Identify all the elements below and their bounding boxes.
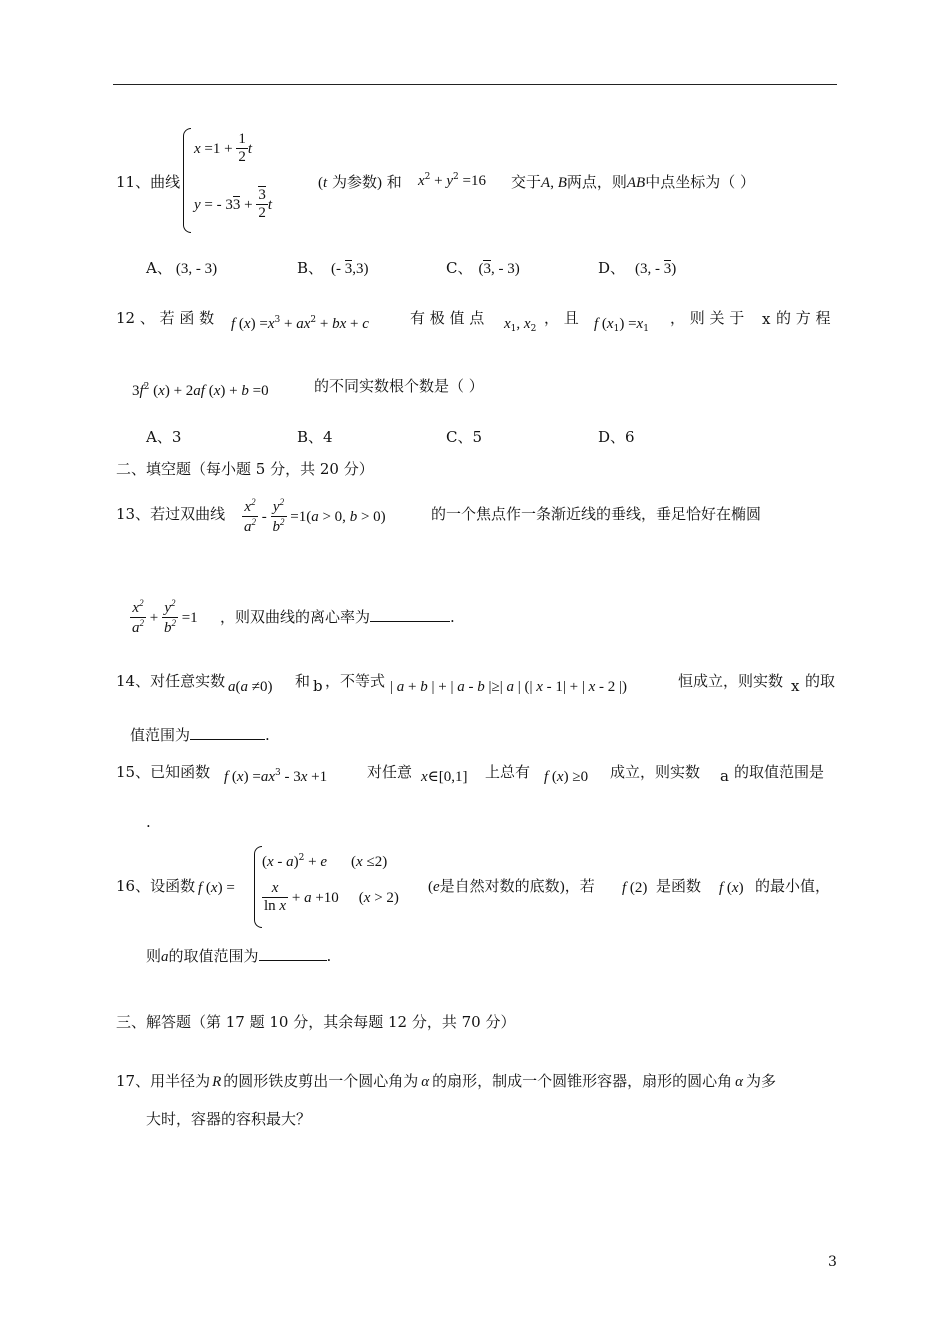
q15-a: a <box>720 767 729 785</box>
q11-param: (t 为参数) 和 <box>318 173 402 191</box>
q12-label: 12 、 若 函 数 <box>116 309 215 327</box>
q16-text-3: 是函数 <box>656 877 702 895</box>
q12-option-c: C、5 <box>446 428 483 446</box>
q15-function: f $(x) =ax^3 - 3x +1$ <box>224 768 328 785</box>
q15-text-4: 的取值范围是 <box>734 763 825 781</box>
q17-line-1: 17、用半径为 R 的圆形铁皮剪出一个圆心角为 α 的扇形，制成一个圆锥形容器，扇形的圆心角 α 为多 <box>116 1072 777 1090</box>
q15-label: 15、已知函数 <box>116 763 211 781</box>
header-rule <box>113 84 837 85</box>
q12-text-2: ， 且 <box>544 309 579 327</box>
q11-label: 11、曲线 <box>116 173 181 191</box>
q11-option-d: D、 (3, - 3) <box>598 259 677 277</box>
page-number: 3 <box>828 1254 837 1270</box>
q12-text-3: ， 则 关 于 <box>670 309 745 327</box>
q16-brace <box>254 846 262 928</box>
q11-text: 交于A, B两点，则AB中点坐标为（ ） <box>511 173 755 191</box>
q11-option-b: B、 (- 3,3) <box>297 259 369 277</box>
q16-label: 16、设函数 <box>116 877 196 895</box>
q15-domain: x∈[0,1] <box>421 769 468 785</box>
q11-option-a: A、 (3, - 3) <box>146 259 218 277</box>
q12-option-b: B、4 <box>297 428 333 446</box>
q14-b: b <box>313 677 323 695</box>
q15-condition: f (x) ≥0 <box>544 769 589 785</box>
q12-text-5: 的不同实数根个数是（ ） <box>314 377 484 395</box>
q16-text-5: 则a的取值范围为 . <box>146 947 332 965</box>
q15-end: . <box>146 813 151 831</box>
q16-piece-2: $\frac{x}{\text{ln x}}$ + a +10 (x > 2) <box>264 880 399 915</box>
q11-circle: $x^2 + y^2 =16$ <box>418 172 486 189</box>
q14-label: 14、对任意实数 <box>116 672 226 690</box>
q13-text-2: ，则双曲线的离心率为 . <box>220 608 455 626</box>
q12-text-4: 的 方 程 <box>776 309 831 327</box>
section-2-heading: 二、填空题（每小题 5 分，共 20 分） <box>116 460 374 478</box>
q14-inequality: | a + b | + | a - b |≥| a | (| x - 1| + | x - 2 |) <box>390 679 628 695</box>
q12-condition: f $(x_1) =x_1$ <box>594 316 649 334</box>
q12-option-a: A、3 <box>146 428 182 446</box>
q17-line-2: 大时，容器的容积最大？ <box>146 1110 312 1128</box>
q12-function: f $(x) =x^3 + ax^2$ + bx + c <box>231 315 369 332</box>
q14-x: x <box>791 677 800 695</box>
q15-text-1: 对任意 <box>367 763 413 781</box>
q15-text-3: 成立，则实数 <box>610 763 701 781</box>
q15-text-2: 上总有 <box>485 763 531 781</box>
q12-option-d: D、6 <box>598 428 635 446</box>
q13-text-1: 的一个焦点作一条渐近线的垂线，垂足恰好在椭圆 <box>431 505 762 523</box>
q16-note: (e是自然对数的底数)，若 <box>428 877 595 895</box>
q16-f2: f (2) <box>622 880 648 896</box>
q13-hyperbola: $\frac{x^2}{a^2}$ - $\frac{y^2}{b^2}$ =1(a > 0, b > 0) <box>244 497 386 536</box>
q11-brace <box>183 128 191 233</box>
q11-eq-x: x =1 + $\frac{1}{2}$ t <box>194 131 253 166</box>
q14-text-1: 和 <box>295 672 311 690</box>
q14-text-3: 恒成立，则实数 <box>678 672 784 690</box>
q12-text-1: 有 极 值 点 <box>410 309 485 327</box>
q14-a: a(a ≠0) <box>228 679 273 695</box>
q16-piece-1: (x - a)$^2$ + e (x ≤2) <box>262 853 388 870</box>
q14-text-4: 的取 <box>805 672 836 690</box>
q16-function-name: f (x) = <box>198 880 235 896</box>
q12-equation: $3f^2$ (x) + 2af (x) + b =0 <box>132 382 269 399</box>
q13-ellipse: $\frac{x^2}{a^2}$ + $\frac{y^2}{b^2}$ =1 <box>132 598 198 637</box>
q11-option-c: C、 (3, - 3) <box>446 259 520 277</box>
q12-points: $x_1$, $x_2$ <box>504 316 537 334</box>
q16-fx: f (x) <box>719 880 744 896</box>
q13-label: 13、若过双曲线 <box>116 505 226 523</box>
q16-text-4: 的最小值， <box>755 877 831 895</box>
section-3-heading: 三、解答题（第 17 题 10 分，其余每题 12 分，共 70 分） <box>116 1013 516 1031</box>
q14-text-5: 值范围为 . <box>130 726 270 744</box>
q12-var-x: x <box>762 310 771 328</box>
q14-text-2: ，不等式 <box>325 672 386 690</box>
q11-eq-y: y = - 33 + $\frac{3}{2}$ t <box>194 187 273 222</box>
